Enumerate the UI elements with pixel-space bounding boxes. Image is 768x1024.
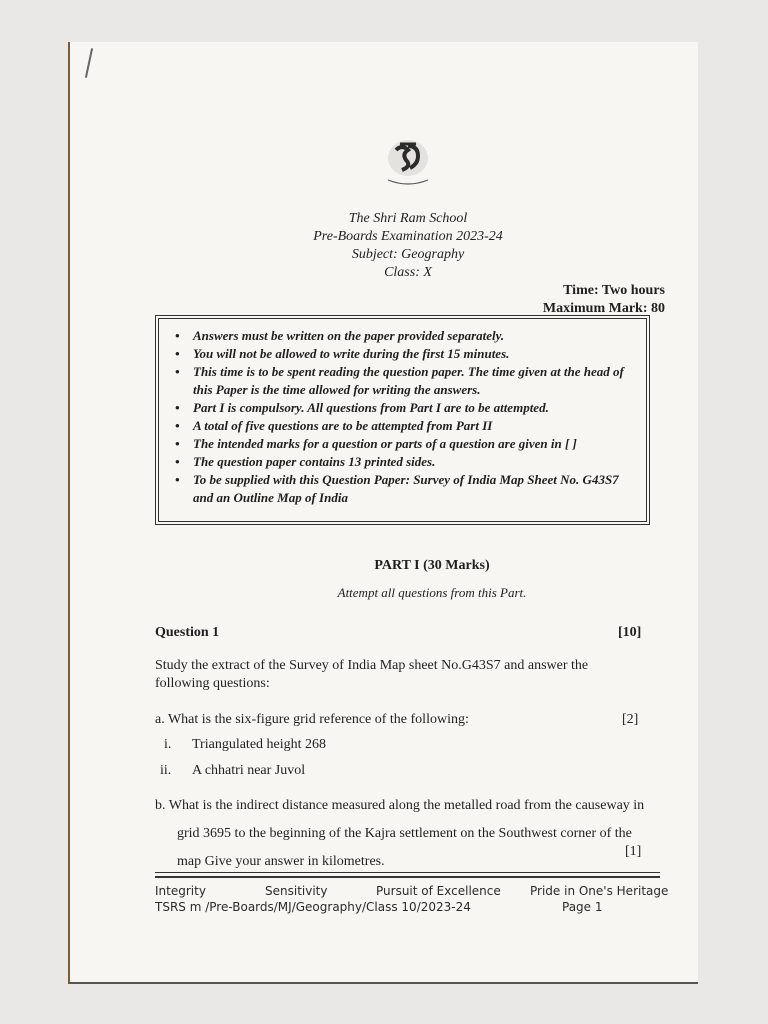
footer-value-integrity: Integrity [155,884,206,898]
part-subtitle: Attempt all questions from this Part. [337,585,527,600]
sub-question-b-line2: grid 3695 to the beginning of the Kajra settlement on the Southwest corner of the [177,826,632,841]
instruction-item: • You will not be allowed to write during the first 15 minutes. [173,345,640,363]
sub-question-b-line1: b. What is the indirect distance measured along the metalled road from the causeway in [155,798,645,813]
question-text: Study the extract of the Survey of India Map sheet No.G43S7 and answer the following questions: [155,658,589,691]
question-marks: [10] [618,625,642,640]
sub-question-b [155,792,675,876]
sub-item [160,763,305,779]
class: Class: X [384,265,432,280]
instruction-item: • This time is to be spent reading the question paper. The time given at the head of this Paper is the time allowed for writing the answers. [173,363,640,399]
maximum-mark: Maximum Mark: 80 [542,301,665,316]
time-info [543,282,665,318]
school-name: The Shri Ram School [348,211,468,226]
instruction-item: • The intended marks for a question or parts of a question are given in [ ] [173,435,640,453]
footer-page-number: Page 1 [562,900,603,914]
school-logo-icon [378,136,438,194]
sub-item-text: Triangulated height 268 [192,737,327,752]
footer-value-excellence: Pursuit of Excellence [376,884,501,898]
sub-item-number: ii. [160,763,172,778]
sub-question-b-line3: map Give your answer in kilometres. [177,854,385,869]
footer-value-sensitivity: Sensitivity [265,884,328,898]
footer-divider [155,872,660,873]
sub-question-a: a. What is the six-figure grid reference of the following: [155,712,469,727]
footer-paper-code: TSRS m /Pre-Boards/MJ/Geography/Class 10/2023-24 [155,900,471,914]
instructions-list [173,327,640,507]
time-allowed: Time: Two hours [563,283,665,298]
instruction-item: • A total of five questions are to be attempted from Part II [173,417,640,435]
instruction-item: • The question paper contains 13 printed sides. [173,453,640,471]
footer-divider [155,876,660,878]
question-title: Question 1 [155,625,220,640]
footer-value-heritage: Pride in One's Heritage [530,884,669,898]
sub-item-text: A chhatri near Juvol [192,763,306,778]
subject: Subject: Geography [351,247,465,262]
exam-name: Pre-Boards Examination 2023-24 [313,229,503,244]
instruction-item: • Answers must be written on the paper provided separately. [173,327,640,345]
part-title: PART I (30 Marks) [374,558,490,573]
instruction-item: • To be supplied with this Question Paper: Survey of India Map Sheet No. G43S7 and an Outline Map of India [173,471,640,507]
instructions-box [155,315,650,525]
instruction-item: • Part I is compulsory. All questions from Part I are to be attempted. [173,399,640,417]
sub-question-b-marks: [1] [625,844,642,859]
sub-item-number: i. [164,737,172,752]
sub-question-a-marks: [2] [622,712,639,727]
exam-header [0,210,768,282]
sub-item [164,737,326,753]
